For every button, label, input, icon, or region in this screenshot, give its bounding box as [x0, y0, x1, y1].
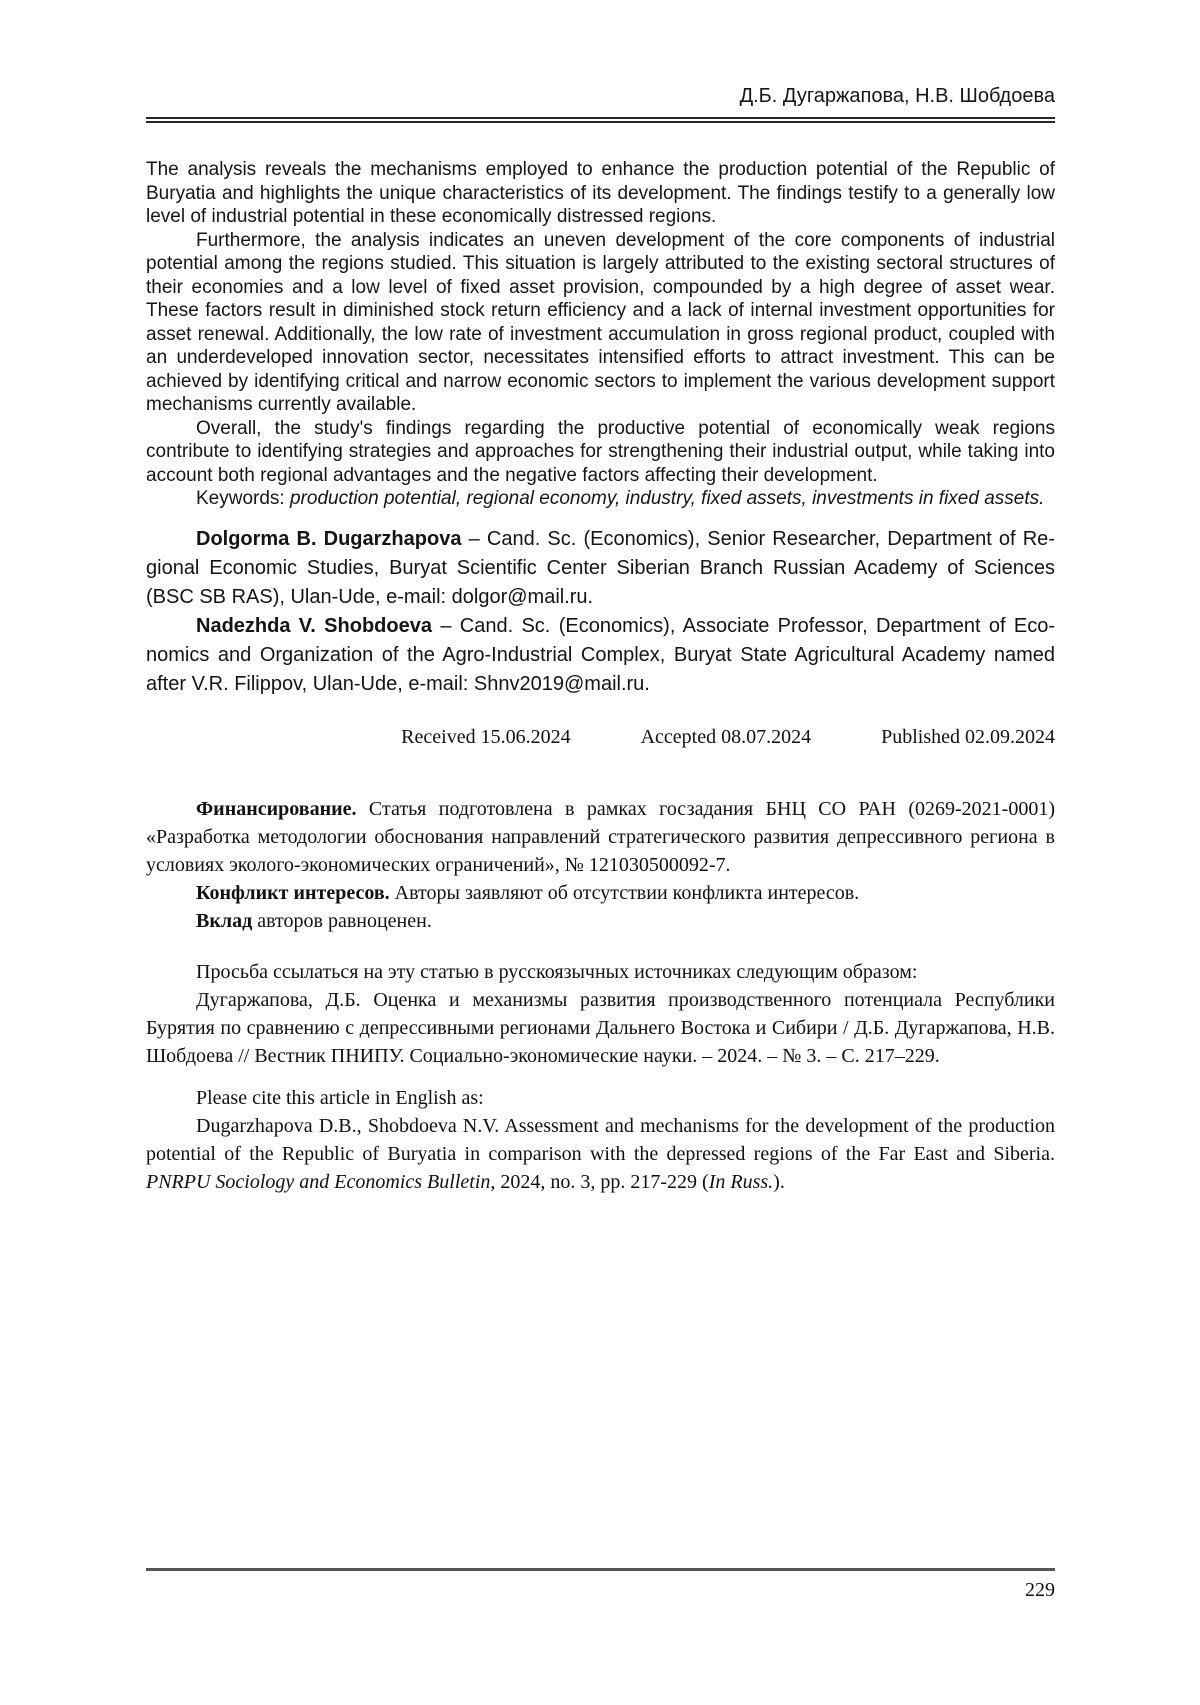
citation-ru-section: [146, 958, 1055, 1070]
authors-contribution-note: Вклад авторов равноценен.: [196, 909, 432, 932]
citation-en-intro: Please cite this article in English as:: [196, 1086, 484, 1109]
citation-ru-intro: Просьба ссылаться на эту статью в русскоязычных источниках следующим образом:: [196, 960, 918, 983]
received-label: Received: [401, 725, 476, 748]
received-date: [401, 723, 570, 751]
article-dates-line: [146, 723, 1055, 751]
accepted-label: Accepted: [640, 725, 717, 748]
abstract-section: [146, 158, 1055, 511]
footer-rule: [146, 1568, 1055, 1571]
financing-note: Финансирование. Статья подготовлена в рамках госзадания БНЦ СО РАН (0269-2021-0001) «Разработка методологии обоснования направлений стратегического развития депрессивного региона в условиях эколого-экономических ограничений», № 121030500092-7.: [146, 797, 1055, 876]
keywords-line: Keywords: production potential, regional economy, industry, fixed assets, investments in fixed assets.: [196, 488, 1045, 509]
accepted-date: [641, 723, 812, 751]
conflict-of-interest-note: Конфликт интересов. Авторы заявляют об отсутствии конфликта интересов.: [196, 881, 860, 904]
author-bio-dugarzhapova: Dolgorma B. Dugarzhapova – Cand. Sc. (Economics), Senior Researcher, Department of Regional Economic Studies, Buryat Scientific Center Siberian Branch Russian Academy of Sciences (BSC SB RAS), Ulan-Ude, e-mail: dolgor@mail.ru.: [146, 527, 1055, 608]
received-value: 15.06.2024: [480, 725, 571, 748]
abstract-paragraph-3: Overall, the study's findings regarding the productive potential of economically weak regions contribute to identifying strategies and approaches for strengthening their industrial output, while taking into account both regional advantages and the negative factors affecting their development.: [146, 417, 1055, 486]
citation-en-reference: Dugarzhapova D.B., Shobdoeva N.V. Assessment and mechanisms for the development of the production potential of the Republic of Buryatia in comparison with the depressed regions of the Far East and Siberia. PNRPU Sociology and Economics Bulletin, 2024, no. 3, pp. 217-229 (In Russ.).: [146, 1114, 1055, 1193]
accepted-value: 08.07.2024: [721, 725, 812, 748]
abstract-paragraph-1: The analysis reveals the mechanisms employed to enhance the production potential of the Republic of Buryatia and highlights the unique characteristics of its development. The findings testify to a generally low level of industrial potential in these economically distressed regions.: [146, 159, 1055, 227]
authors-section: [146, 525, 1055, 699]
published-value: 02.09.2024: [965, 725, 1055, 748]
published-date: [881, 723, 1055, 751]
citation-ru-reference: Дугаржапова, Д.Б. Оценка и механизмы развития производственного потенциала Республики Бурятия по сравнению с депрессивными регионами Дальнего Востока и Сибири / Д.Б. Дугаржапова, Н.В. Шобдоева // Вестник ПНИПУ. Социально-экономические науки. – 2024. – № 3. – С. 217–229.: [146, 988, 1055, 1067]
author-bio-shobdoeva: Nadezhda V. Shobdoeva – Cand. Sc. (Economics), Associate Professor, Department of Economics and Organization of the Agro-Industrial Complex, Buryat State Agricultural Academy named after V.R. Filippov, Ulan-Ude, e-mail: Shnv2019@mail.ru.: [146, 614, 1055, 695]
header-double-rule: [146, 117, 1055, 123]
page-number: 229: [1025, 1579, 1055, 1601]
running-head-authors: Д.Б. Дугаржапова, Н.В. Шобдоева: [739, 85, 1055, 107]
notes-section: [146, 795, 1055, 935]
citation-en-section: [146, 1084, 1055, 1196]
published-label: Published: [881, 725, 960, 748]
abstract-paragraph-2: Furthermore, the analysis indicates an uneven development of the core components of industrial potential among the regions studied. This situation is largely attributed to the existing sectoral structures of their economies and a low level of fixed asset provision, compounded by a high degree of asset wear. These factors result in diminished stock return efficiency and a lack of internal investment opportunities for asset renewal. Additionally, the low rate of investment accumulation in gross regional product, coupled with an underdeveloped innovation sector, necessitates intensified efforts to attract investment. This can be achieved by identifying critical and narrow economic sectors to implement the various development support mechanisms currently available.: [146, 229, 1055, 415]
